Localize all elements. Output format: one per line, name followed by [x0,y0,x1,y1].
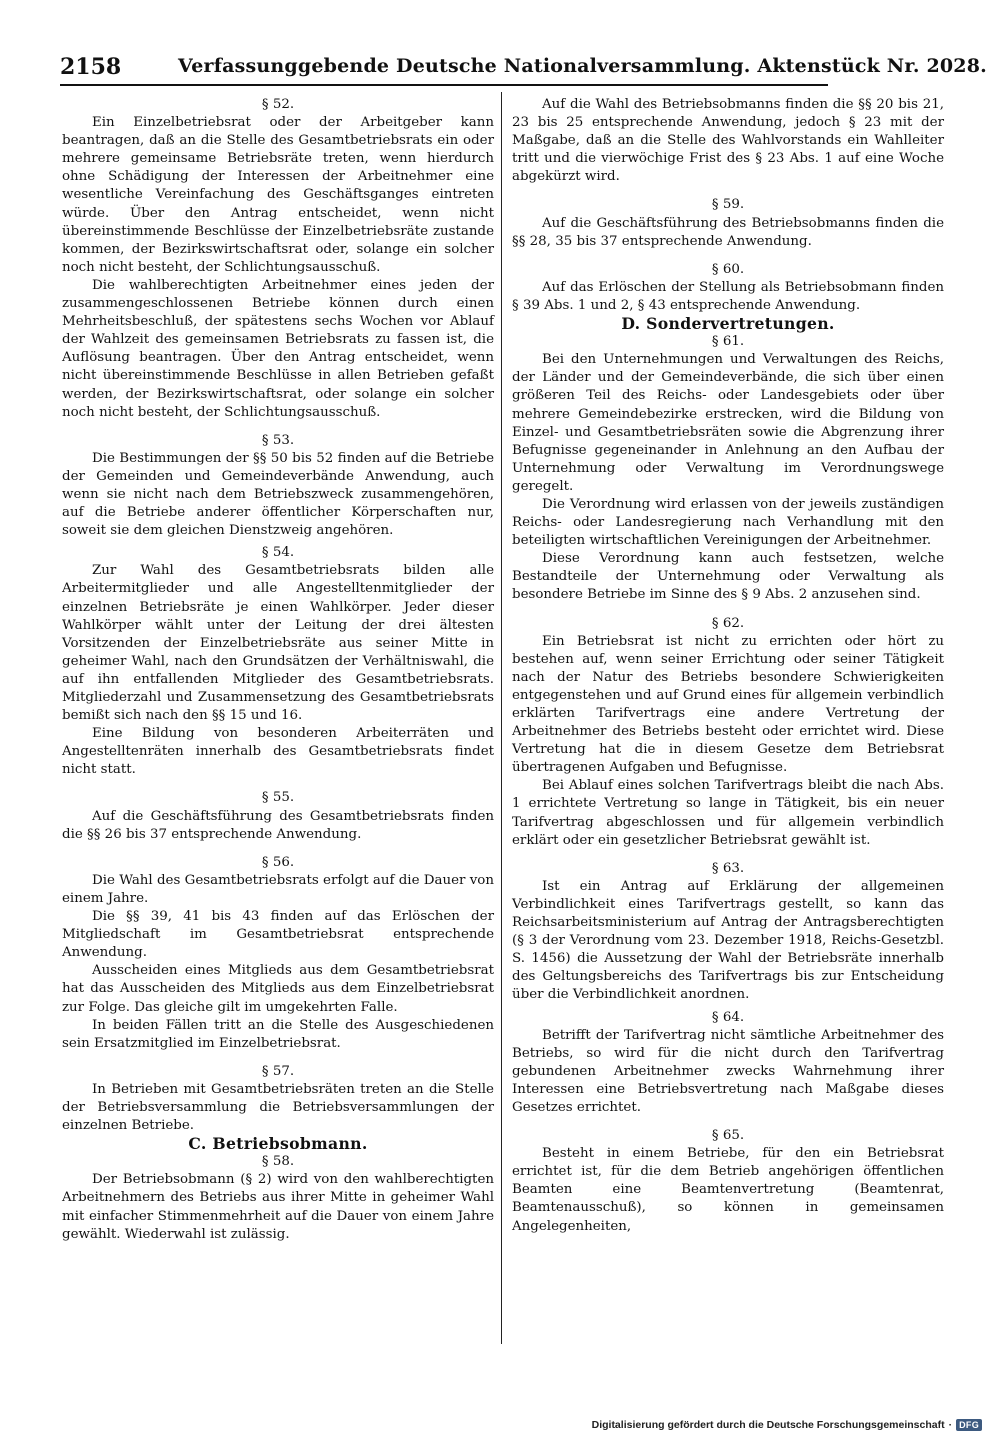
section-heading: § 54. [261,545,295,561]
section-heading: § 65. [711,1128,745,1144]
section-heading: § 53. [261,432,295,448]
separator-dot: · [948,1419,953,1431]
paragraph: Auf die Wahl des Betriebsobmanns finden die §§ 20 bis 21, 23 bis 25 entsprechende Anwendung, jedoch § 23 mit der Maßgabe, daß an die Stelle des Wahlvorstands ein Wahlleiter tritt und die vierwöchige Frist des § 23 Abs. 1 auf eine Woche abgekürzt wird. [512,97,944,185]
chapter-subheading: C. Betriebsobmann. [188,1134,368,1154]
paragraph: Diese Verordnung kann auch festsetzen, welche Bestandteile der Unternehmung oder Verwaltung als besondere Betriebe im Sinne des § 9 Abs. 2 anzusehen sind. [512,551,944,603]
credit-text: Digitalisierung gefördert durch die Deutsche Forschungsgemeinschaft [591,1419,945,1431]
paragraph: Auf das Erlöschen der Stellung als Betriebsobmann finden § 39 Abs. 1 und 2, § 43 entsprechende Anwendung. [512,279,944,313]
section-heading: § 52. [261,97,295,112]
digitization-credit [592,1419,982,1431]
section-heading: § 57. [261,1063,295,1079]
section-heading: § 55. [261,790,295,806]
page-header [60,50,987,86]
dfg-logo: DFG [956,1419,982,1431]
running-title: Verfassunggebende Deutsche Nationalversammlung. Aktenstück Nr. 2028. [178,55,987,77]
section-heading: § 59. [711,197,745,213]
paragraph: Die wahlberechtigten Arbeitnehmer eines jeden der zusammengeschlossenen Betriebe können durch einen Mehrheitsbeschluß, der spätestens sechs Wochen vor Ablauf der Wahlzeit des gemeinsamen Betriebsrats zu fassen ist, die Auflösung beantragen. Über den Antrag entscheidet, wenn nicht übereinstimmende Beschlüsse in allen Betrieben gefaßt werden, der Bezirkswirtschaftsrat, oder solange ein solcher noch nicht besteht, der Schlichtungsausschuß. [62,277,494,420]
paragraph: Besteht in einem Betriebe, für den ein Betriebsrat errichtet ist, für die dem Betrieb angehörigen öffentlichen Beamten eine Beamtenvertretung (Beamtenrat, Beamtenausschuß), so können in gemeinsamen Angelegenheiten, [512,1146,944,1234]
paragraph: Ausscheiden eines Mitglieds aus dem Gesamtbetriebsrat hat das Ausscheiden des Mitglieds aus dem Einzelbetriebsrat zur Folge. Das gleiche gilt im umgekehrten Falle. [62,963,494,1015]
section-heading: § 62. [711,615,745,631]
section-heading: § 60. [711,261,745,277]
paragraph: Die §§ 39, 41 bis 43 finden auf das Erlöschen der Mitgliedschaft im Gesamtbetriebsrat entsprechende Anwendung. [62,909,494,961]
paragraph: Zur Wahl des Gesamtbetriebsrats bilden alle Arbeitermitglieder und alle Angestelltenmitglieder der einzelnen Betriebsräte je einen Wahlkörper. Jeder dieser Wahlkörper wählt unter der Leitung der drei ältesten Vorsitzenden der Einzelbetriebsräte aus seiner Mitte in geheimer Wahl, nach den Grundsätzen der Verhältniswahl, die auf ihn entfallenden Mitglieder des Gesamtbetriebsrats. Mitgliederzahl und Zusammensetzung des Gesamtbetriebsrats bemißt sich nach den §§ 15 und 16. [62,563,494,724]
paragraph: Betrifft der Tarifvertrag nicht sämtliche Arbeitnehmer des Betriebs, so wird für die nicht durch den Tarifvertrag gebundenen Arbeitnehmer zwecks Wahrnehmung ihrer Interessen eine Betriebsvertretung nach Maßgabe dieses Gesetzes errichtet. [512,1027,944,1115]
left-column [62,96,494,1244]
paragraph: Ein Betriebsrat ist nicht zu errichten oder hört zu bestehen auf, wenn seiner Errichtung oder seiner Tätigkeit nach der Natur des Betriebs besondere Schwierigkeiten entgegenstehen und auf Grund eines für allgemein verbindlich erklärten Tarifvertrags eine andere Vertretung der Arbeitnehmer des Betriebs besteht oder errichtet wird. Diese Vertretung hat die in diesem Gesetze dem Betriebsrat übertragenen Aufgaben und Befugnisse. [512,633,944,776]
section-heading: § 64. [711,1009,745,1025]
paragraph: Bei Ablauf eines solchen Tarifvertrags bleibt die nach Abs. 1 errichtete Vertretung so lange in Tätigkeit, bis ein neuer Tarifvertrag abgeschlossen und für allgemein verbindlich erklärt oder ein gesetzlicher Betriebsrat gewählt ist. [512,778,944,848]
page-number: 2158 [60,54,122,80]
paragraph: Die Bestimmungen der §§ 50 bis 52 finden auf die Betriebe der Gemeinden und Gemeindeverbände Anwendung, auch wenn sie nicht nach dem Betriebszweck zusammengehören, auf die Betriebe anderer öffentlicher Körperschaften nur, soweit sie dem gleichen Dienstzweig angehören. [62,450,494,539]
paragraph: Ist ein Antrag auf Erklärung der allgemeinen Verbindlichkeit eines Tarifvertrags gestellt, so kann das Reichsarbeitsministerium auf Antrag der Antragsberechtigten (§ 3 der Verordnung vom 23. Dezember 1918, Reichs-Gesetzbl. S. 1456) die Aussetzung der Wahl der Betriebsräte innerhalb des Geltungsbereichs des Tarifvertrags bis zur Entscheidung über die Verbindlichkeit anordnen. [512,878,944,1003]
section-heading: § 61. [711,334,745,350]
paragraph: Die Verordnung wird erlassen von der jeweils zuständigen Reichs- oder Landesregierung nach Verhandlung mit den beteiligten wirtschaftlichen Vereinigungen der Arbeitnehmer. [512,496,944,549]
paragraph: Eine Bildung von besonderen Arbeiterräten und Angestelltenräten innerhalb des Gesamtbetriebsrats findet nicht statt. [62,726,494,778]
chapter-subheading: D. Sondervertretungen. [621,314,835,334]
section-heading: § 58. [261,1154,295,1170]
section-heading: § 63. [711,860,745,876]
column-divider [501,92,502,1344]
paragraph: Die Wahl des Gesamtbetriebsrats erfolgt auf die Dauer von einem Jahre. [62,872,494,906]
paragraph: Auf die Geschäftsführung des Betriebsobmanns finden die §§ 28, 35 bis 37 entsprechende Anwendung. [512,215,944,249]
paragraph: In beiden Fällen tritt an die Stelle des Ausgeschiedenen sein Ersatzmitglied im Einzelbetriebsrat. [62,1017,494,1051]
section-heading: § 56. [261,854,295,870]
paragraph: Der Betriebsobmann (§ 2) wird von den wahlberechtigten Arbeitnehmern des Betriebs aus ihrer Mitte in geheimer Wahl mit einfacher Stimmenmehrheit auf die Dauer von einem Jahre gewählt. Wiederwahl ist zulässig. [62,1172,494,1242]
paragraph: Ein Einzelbetriebsrat oder der Arbeitgeber kann beantragen, daß an die Stelle des Gesamtbetriebsrats ein oder mehrere gemeinsame Betriebsräte treten, wenn hierdurch ohne Schädigung der Interessen der Arbeitnehmer eine wesentliche Vereinfachung des Geschäftsganges eintreten würde. Über den Antrag entscheidet, wenn nicht übereinstimmende Beschlüsse der Einzelbetriebsräte zustande kommen, der Bezirkswirtschaftsrat oder, solange ein solcher noch nicht besteht, der Schlichtungsausschuß. [62,115,494,275]
right-column [512,96,944,1236]
paragraph: Bei den Unternehmungen und Verwaltungen des Reichs, der Länder und der Gemeindeverbände, die sich über einen größeren Teil des Reichs- oder Landesgebiets oder über mehrere Gemeindebezirke erstrecken, wird die Bildung von Einzel- und Gesamtbetriebsräten sowie die Abgrenzung ihrer Befugnisse gegeneinander in Anlehnung an den Aufbau der Unternehmung oder Verwaltung im Verordnungswege geregelt. [512,352,944,494]
paragraph: Auf die Geschäftsführung des Gesamtbetriebsrats finden die §§ 26 bis 37 entsprechende Anwendung. [62,808,494,842]
paragraph: In Betrieben mit Gesamtbetriebsräten treten an die Stelle der Betriebsversammlung die Betriebsversammlungen der einzelnen Betriebe. [62,1081,494,1134]
